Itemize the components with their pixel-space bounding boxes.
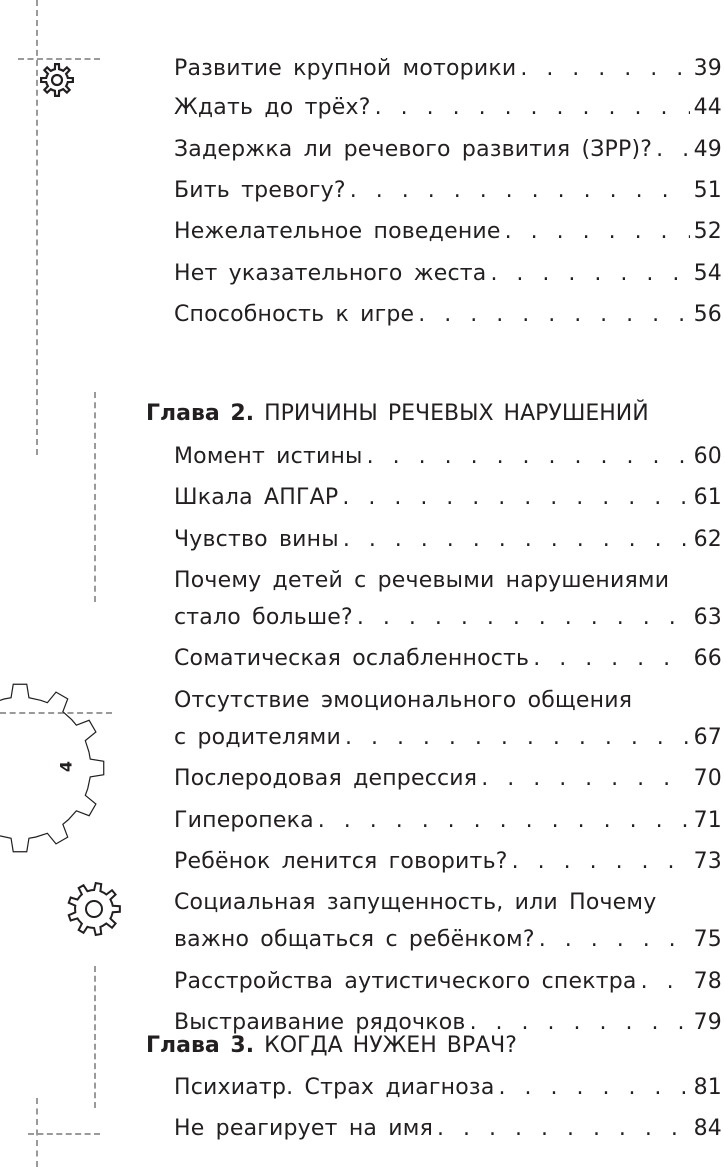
toc-entry-title: Нежелательное поведение	[174, 219, 501, 244]
toc-entry-page: 44	[693, 95, 722, 120]
page-number: 4	[56, 760, 76, 773]
toc-entry-title: Ждать до трёх?	[174, 95, 371, 120]
toc-entry-page: 51	[693, 178, 722, 203]
toc-entry[interactable]	[174, 1069, 722, 1106]
toc-entry-page: 84	[693, 1116, 722, 1141]
toc-entry-title: Задержка ли речевого развития (ЗРР)?	[174, 137, 653, 162]
toc-entry[interactable]	[174, 682, 722, 756]
toc-entry[interactable]	[174, 213, 722, 250]
toc-entry-title: Выстраивание рядочков	[174, 1010, 466, 1035]
toc-entry[interactable]	[174, 131, 722, 168]
toc-entry-title: Психиатр. Страх диагноза	[174, 1075, 495, 1100]
chapter-title: КОГДА НУЖЕН ВРАЧ?	[264, 1033, 517, 1058]
guide-line-bottom	[28, 1133, 100, 1135]
gear-icon-large	[0, 618, 110, 918]
toc-entry-page: 71	[693, 808, 722, 833]
toc-entry-title: Развитие крупной моторики	[174, 56, 517, 81]
toc-entry-page: 54	[693, 261, 722, 286]
toc-entry-page: 78	[693, 969, 722, 994]
toc-entry-title-line1: Почему детей с речевыми нарушениями	[174, 568, 670, 593]
toc-entry-page: 75	[693, 927, 722, 952]
toc-entry[interactable]	[174, 172, 722, 209]
toc-entry-title: Нет указательного жеста	[174, 261, 487, 286]
toc-entry-title: Послеродовая депрессия	[174, 766, 478, 791]
toc-entry-page: 67	[693, 725, 722, 750]
toc-entry-page: 66	[693, 646, 722, 671]
toc-entry-page: 79	[693, 1010, 722, 1035]
chapter-heading[interactable]	[146, 395, 722, 432]
toc-entry-page: 61	[693, 485, 722, 510]
chapter-label: Глава 2.	[146, 401, 255, 426]
toc-entry[interactable]	[174, 640, 722, 677]
toc-entry-page: 70	[693, 766, 722, 791]
toc-entry-title: Не реагирует на имя	[174, 1116, 434, 1141]
chapter-heading[interactable]	[146, 1027, 722, 1064]
toc-entry[interactable]	[174, 562, 722, 636]
toc-entry-title: Шкала АПГАР	[174, 485, 339, 510]
toc-entry-title: Гиперопека	[174, 808, 314, 833]
toc-entry-title: Бить тревогу?	[174, 178, 346, 203]
toc-entry[interactable]	[174, 438, 722, 475]
toc-entry-title: стало больше?	[174, 605, 353, 630]
toc-entry[interactable]	[174, 843, 722, 880]
toc-entry-page: 73	[693, 849, 722, 874]
toc-entry-title: Чувство вины	[174, 527, 339, 552]
toc-entry[interactable]	[174, 884, 722, 958]
toc-entry[interactable]	[174, 760, 722, 797]
toc-entry-page: 60	[693, 444, 722, 469]
chapter-title: ПРИЧИНЫ РЕЧЕВЫХ НАРУШЕНИЙ	[264, 401, 649, 426]
chapter-label: Глава 3.	[146, 1033, 255, 1058]
gear-icon-medium	[62, 877, 126, 941]
toc-entry-title: с родителями	[174, 725, 341, 750]
toc-entry[interactable]	[174, 521, 722, 558]
toc-entry-title: Способность к игре	[174, 302, 415, 327]
guide-line-right-top	[94, 392, 96, 602]
toc-entry-page: 63	[693, 605, 722, 630]
toc-entry-title-line1: Отсутствие эмоционального общения	[174, 688, 633, 713]
toc-entry[interactable]	[174, 963, 722, 1000]
gear-icon-small	[37, 60, 77, 100]
toc-entry[interactable]	[174, 50, 722, 87]
toc-entry[interactable]	[174, 255, 722, 292]
toc-entry-title: важно общаться с ребёнком?	[174, 927, 535, 952]
toc-entry-page: 52	[693, 219, 722, 244]
toc-entry[interactable]	[174, 89, 722, 126]
toc-entry-page: 81	[693, 1075, 722, 1100]
toc-entry[interactable]	[174, 479, 722, 516]
toc-entry-title: Расстройства аутистического спектра	[174, 969, 637, 994]
guide-line-right-bottom	[94, 966, 96, 1108]
toc-entry[interactable]	[174, 296, 722, 333]
toc-entry-page: 39	[693, 56, 722, 81]
toc-entry-title: Ребёнок ленится говорить?	[174, 849, 508, 874]
toc-entry-page: 56	[693, 302, 722, 327]
toc-entry-page: 49	[693, 137, 722, 162]
toc-entry-title: Момент истины	[174, 444, 363, 469]
toc-entry[interactable]	[174, 1110, 722, 1147]
toc-entry[interactable]	[174, 802, 722, 839]
toc-entry-title: Соматическая ослабленность	[174, 646, 530, 671]
toc-entry-title-line1: Социальная запущенность, или Почему	[174, 890, 657, 915]
toc-entry-page: 62	[693, 527, 722, 552]
